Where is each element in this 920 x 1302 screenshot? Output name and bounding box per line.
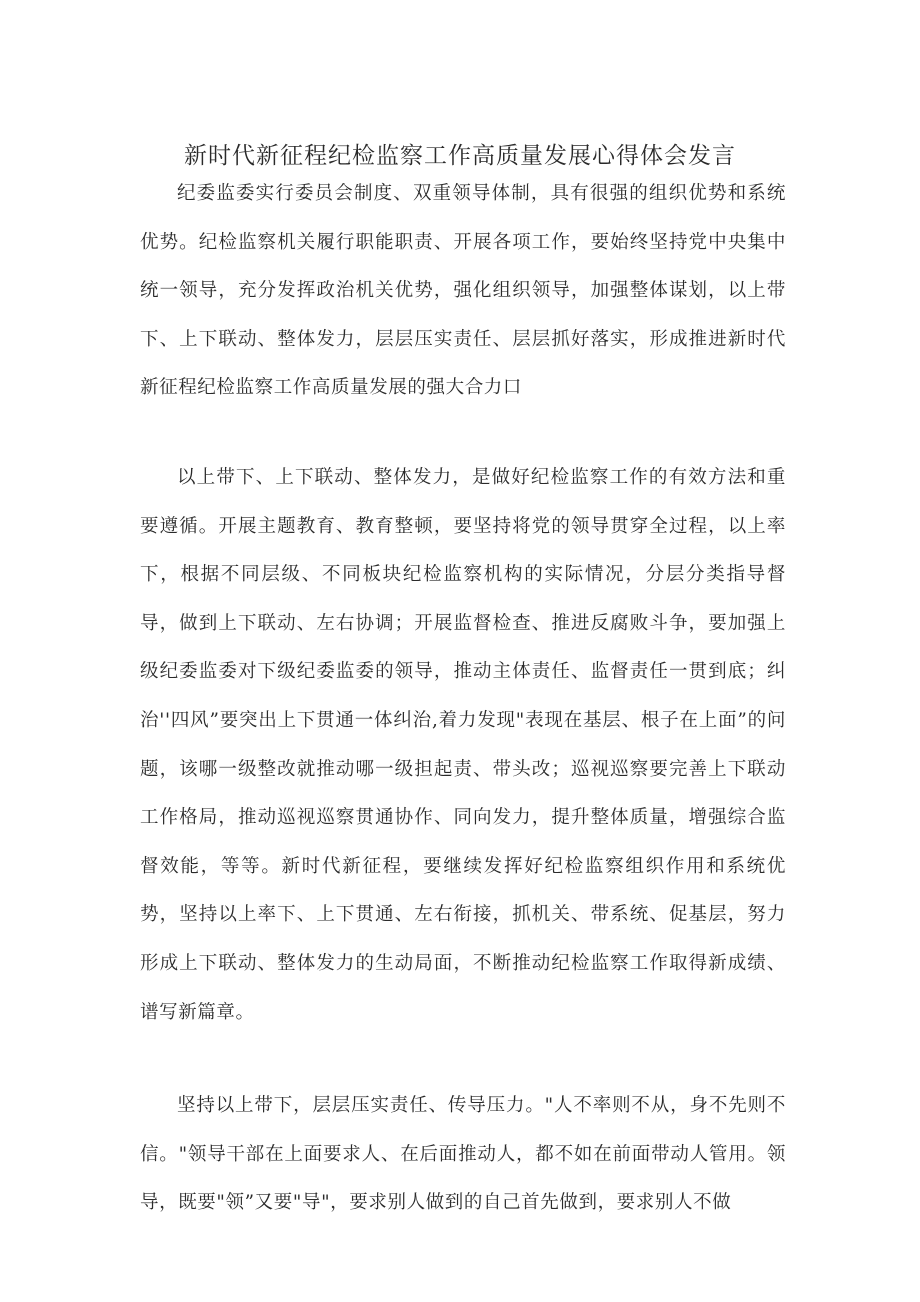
paragraph-1: 纪委监委实行委员会制度、双重领导体制，具有很强的组织优势和系统优势。纪检监察机关履行职能职责、开展各项工作，要始终坚持党中央集中统一领导，充分发挥政治机关优势，强化组织领导，加强整体谋划，以上带下、上下联动、整体发力，层层压实责任、层层抓好落实，形成推进新时代新征程纪检监察工作高质量发展的强大合力口 [140,183,786,399]
paragraph-2: 以上带下、上下联动、整体发力，是做好纪检监察工作的有效方法和重要遵循。开展主题教育、教育整顿，要坚持将党的领导贯穿全过程，以上率下，根据不同层级、不同板块纪检监察机构的实际情况，分层分类指导督导，做到上下联动、左右协调；开展监督检查、推进反腐败斗争，要加强上级纪委监委对下级纪委监委的领导，推动主体责任、监督责任一贯到底；纠治''四风”要突出上下贯通一体纠治,着力发现"表现在基层、根子在上面”的问题，该哪一级整改就推动哪一级担起责、带头改；巡视巡察要完善上下联动工作格局，推动巡视巡察贯通协作、同向发力，提升整体质量，增强综合监督效能，等等。新时代新征程，要继续发挥好纪检监察组织作用和系统优势，坚持以上率下、上下贯通、左右衔接，抓机关、带系统、促基层，努力形成上下联动、整体发力的生动局面，不断推动纪检监察工作取得新成绩、谱写新篇章。 [140,467,786,1023]
document-title: 新时代新征程纪检监察工作高质量发展心得体会发言 [184,143,736,169]
paragraph-3: 坚持以上带下，层层压实责任、传导压力。"人不率则不从，身不先则不信。"领导干部在上面要求人、在后面推动人，都不如在前面带动人管用。领导，既要"领”又要"导"，要求别人做到的自己首先做到，要求别人不做 [140,1095,786,1214]
